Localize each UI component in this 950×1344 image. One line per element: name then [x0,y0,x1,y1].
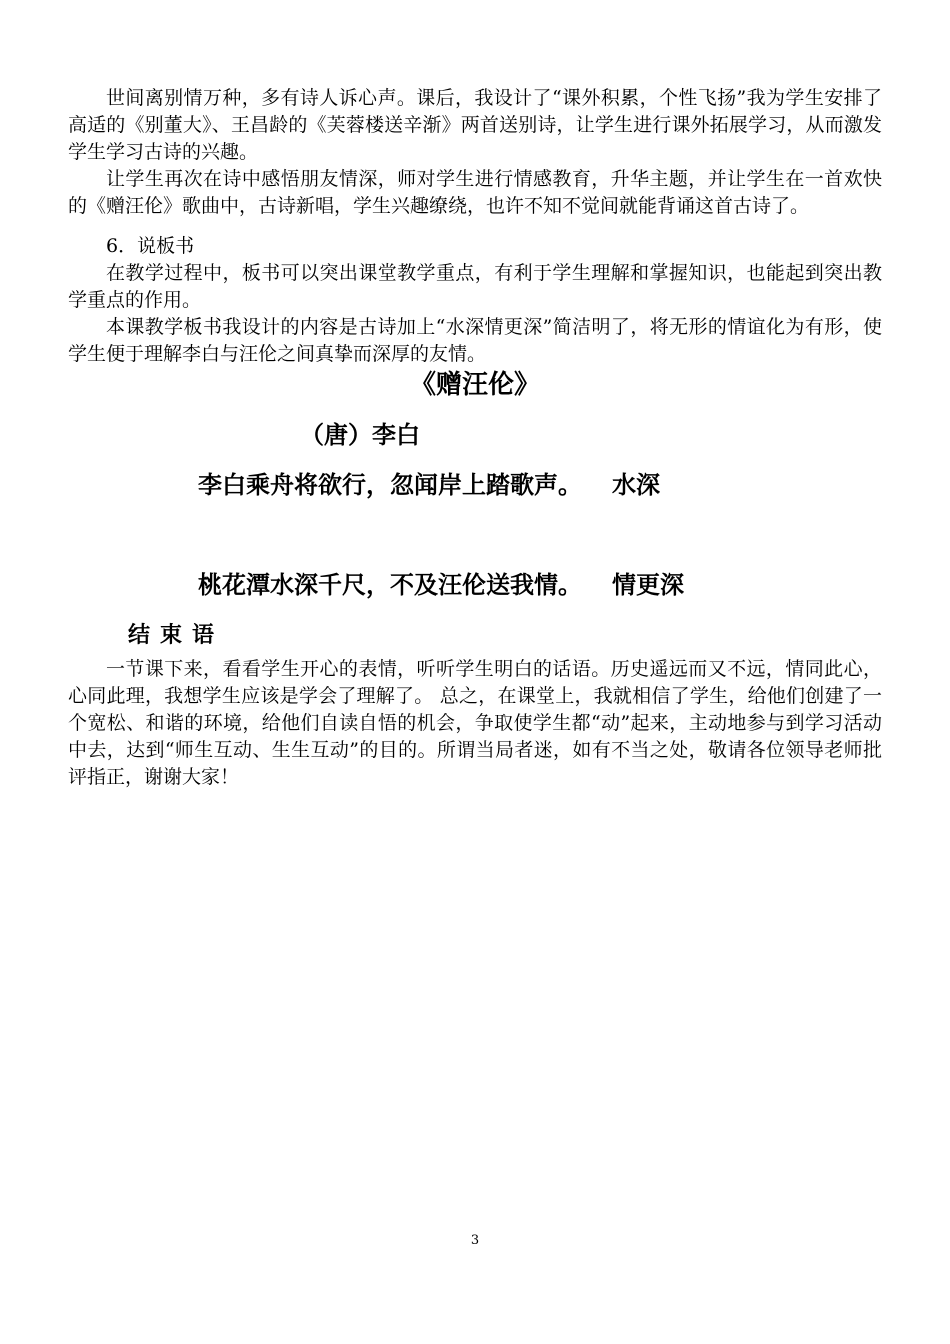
poem-line-2 [198,568,684,602]
poem-line-1 [198,468,660,502]
paragraph-closing: 一节课下来，看看学生开心的表情，听听学生明白的话语。历史遥远而又不远，情同此心，心同此理，我想学生应该是学会了理解了。 总之，在课堂上，我就相信了学生，给他们创建了一个宽松、和谐的环境，给他们自读自悟的机会，争取使学生都“动”起来，主动地参与到学习活动中去，达到“师生互动、生生互动”的目的。所谓当局者迷，如有不当之处，敬请各位领导老师批评指正，谢谢大家！ [68,658,882,788]
poem-line-2-text: 桃花潭水深千尺，不及汪伦送我情。 [198,570,582,599]
page-number: 3 [470,1233,480,1248]
poem-author: （唐）李白 [300,420,420,449]
paragraph-board-purpose: 在教学过程中，板书可以突出课堂教学重点，有利于学生理解和掌握知识，也能起到突出教学重点的作用。 [68,262,882,311]
paragraph-emotion-education: 让学生再次在诗中感悟朋友情深，师对学生进行情感教育，升华主题，并让学生在一首欢快的《赠汪伦》歌曲中，古诗新唱，学生兴趣缭绕，也许不知不觉间就能背诵这首古诗了。 [68,168,882,217]
paragraph-board-design: 本课教学板书我设计的内容是古诗加上“水深情更深”简洁明了，将无形的情谊化为有形，使学生便于理解李白与汪伦之间真挚而深厚的友情。 [68,316,882,365]
board-note-2: 情更深 [612,570,684,599]
board-note-1: 水深 [612,470,660,499]
paragraph-extension-reading: 世间离别情万种，多有诗人诉心声。课后，我设计了“课外积累，个性飞扬”我为学生安排了高适的《别董大》、王昌龄的《芙蓉楼送辛渐》两首送别诗，让学生进行课外拓展学习，从而激发学生学习古诗的兴趣。 [68,87,882,163]
section-heading-board: 6．说板书 [106,235,195,257]
closing-heading: 结束语 [128,622,225,648]
poem-title: 《赠汪伦》 [409,370,540,400]
poem-line-1-text: 李白乘舟将欲行，忽闻岸上踏歌声。 [198,470,582,499]
